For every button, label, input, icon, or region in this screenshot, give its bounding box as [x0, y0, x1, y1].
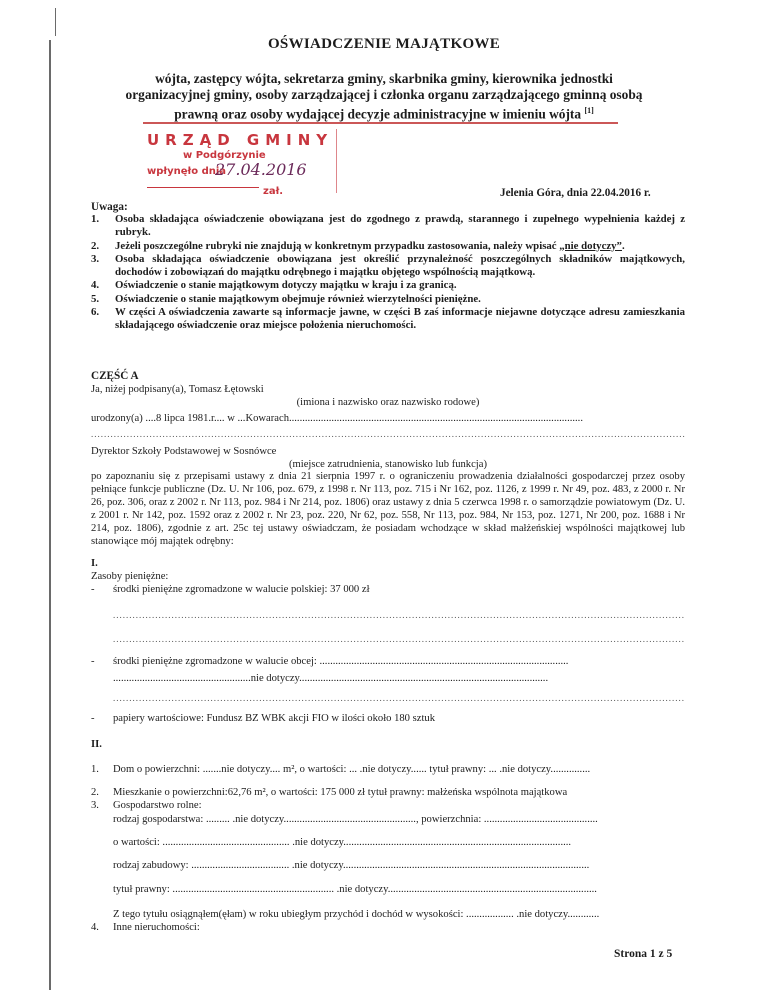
note-item	[91, 240, 685, 253]
employer-caption: (miejsce zatrudnienia, stanowisko lub funkcja)	[289, 459, 487, 470]
notes-heading: Uwaga:	[91, 201, 128, 213]
blank-line	[113, 634, 685, 645]
note-text: Oświadczenie o stanie majątkowym dotyczy majątku w kraju i za granicą.	[115, 279, 457, 292]
pln-funds: środki pieniężne zgromadzone w walucie polskiej: 37 000 zł	[113, 584, 370, 595]
blank-line	[113, 610, 685, 621]
foreign-funds: środki pieniężne zgromadzone w walucie obcej: ..............................................................................................	[113, 656, 569, 667]
margin-mark	[55, 8, 56, 36]
receipt-stamp	[139, 129, 337, 197]
stamp-office: URZĄD GMINY	[147, 131, 334, 149]
stamp-received: wpłynęło dnia	[147, 166, 227, 177]
handwritten-date: 27.04.2016	[215, 160, 307, 179]
section-1-number: I.	[91, 558, 98, 569]
note-not-applicable: „nie dotyczy”	[559, 239, 622, 252]
item-number: 1.	[91, 764, 99, 775]
note-item	[91, 253, 685, 280]
stamp-edge	[336, 129, 337, 193]
securities: papiery wartościowe: Fundusz BZ WBK akcji FIO w ilości około 180 sztuk	[113, 713, 435, 724]
other-property: Inne nieruchomości:	[113, 922, 200, 933]
stamp-location: w Podgórzynie	[183, 150, 266, 161]
footnote-ref: [1]	[584, 106, 594, 115]
note-text-end: .	[621, 239, 625, 252]
farm-type: rodzaj gospodarstwa: ......... .nie dotyczy.................................................., powierzchnia: ...........................................	[113, 814, 598, 825]
farm-heading: Gospodarstwo rolne:	[113, 800, 202, 811]
note-text: Osoba składająca oświadczenie obowiązana jest do zgodnego z prawdą, starannego i zupełnego wypełnienia każdej z rubryk.	[115, 213, 685, 239]
subtitle-line-1: wójta, zastępcy wójta, sekretarza gminy, skarbnika gminy, kierownika jednostki	[155, 71, 613, 86]
notes-list	[91, 213, 685, 333]
farm-value: o wartości: ................................................ .nie dotyczy......................................................................................	[113, 837, 572, 848]
note-number: 4.	[91, 279, 100, 292]
place-and-date: Jelenia Góra, dnia 22.04.2016 r.	[500, 187, 651, 199]
note-number: 6.	[91, 306, 100, 319]
farm-income: Z tego tytułu osiągnąłem(ęłam) w roku ubiegłym przychód i dochód w wysokości: .................. .nie dotyczy............	[113, 909, 600, 920]
stamp-top-rule	[143, 122, 618, 124]
item-number: 4.	[91, 922, 99, 933]
document-subtitle	[100, 71, 668, 122]
note-item	[91, 306, 685, 333]
section-1-heading: Zasoby pieniężne:	[91, 571, 169, 582]
list-dash: -	[91, 656, 95, 667]
note-item	[91, 213, 685, 240]
birth-line: urodzony(a) ....8 lipca 1981.r.... w ...Kowarach...............................................................................................................	[91, 413, 583, 424]
section-2-number: II.	[91, 739, 102, 750]
item-number: 2.	[91, 787, 99, 798]
note-text: Jeżeli poszczególne rubryki nie znajdują w konkretnym przypadku zastosowania, należy wpisać	[115, 239, 560, 252]
item-number: 3.	[91, 800, 99, 811]
foreign-funds-value: ....................................................nie dotyczy..............................................................................................	[113, 673, 549, 684]
subtitle-line-2: organizacyjnej gminy, osoby zarządzającej i członka organu zarządzającego gminną osobą	[125, 87, 643, 102]
statement-paragraph: po zapoznaniu się z przepisami ustawy z dnia 21 sierpnia 1997 r. o ograniczeniu prowadzenia działalności gospodarczej przez osoby pełniące funkcje publiczne (Dz. U. Nr 106, poz. 679, z 1998 r. Nr 113, poz. 715 i Nr 162, poz. 1126, z 1999 r. Nr 49, poz. 483, z 2000 r. Nr 26, poz. 306, oraz z 2002 r. Nr 113, poz. 984 i Nr 214, poz. 1806) oraz ustawy z dnia 5 czerwca 1998 r. o samorządzie powiatowym (Dz. U. z 2001 r. Nr 142, poz. 1592 oraz z 2002 r. Nr 23, poz. 220, Nr 62, poz. 558, Nr 113, poz. 984, Nr 153, poz. 1271, Nr 200, poz. 1688 i Nr 214, poz. 1806), zgodnie z art. 25c tej ustawy oświadczam, że posiadam wchodzące w skład małżeńskiej wspólności majątkowej lub stanowiące mój majątek odrębny:	[91, 471, 685, 547]
document-title: OŚWIADCZENIE MAJĄTKOWE	[267, 36, 501, 52]
note-number: 3.	[91, 252, 100, 265]
farm-title: tytuł prawny: ............................................................. .nie dotyczy...............................................................................	[113, 884, 597, 895]
stamp-rule	[147, 187, 259, 188]
apartment-line: Mieszkanie o powierzchni:62,76 m², o wartości: 175 000 zł tytuł prawny: małżeńska wspólnota majątkowa	[113, 787, 568, 798]
stamp-attachment: zał.	[263, 186, 284, 197]
note-text: Osoba składająca oświadczenie obowiązana jest określić przynależność poszczególnych składników majątkowych, dochodów i zobowiązań do majątku odrębnego i majątku objętego wspólnością majątkową.	[115, 252, 685, 279]
subtitle-line-3	[100, 103, 668, 122]
note-item	[91, 293, 685, 306]
part-a-heading: CZĘŚĆ A	[91, 370, 139, 382]
declarant-caption: (imiona i nazwisko oraz nazwisko rodowe)	[296, 397, 480, 408]
page-number: Strona 1 z 5	[614, 948, 673, 960]
note-number: 2.	[91, 239, 100, 252]
note-number: 5.	[91, 292, 100, 305]
note-text: W części A oświadczenia zawarte są informacje jawne, w części B zaś informacje niejawne dotyczące adresu zamieszkania składającego oświadczenie oraz miejsce położenia nieruchomości.	[115, 306, 685, 332]
note-text: Oświadczenie o stanie majątkowym obejmuje również wierzytelności pieniężne.	[115, 292, 481, 305]
declarant-line: Ja, niżej podpisany(a), Tomasz Łętowski	[91, 384, 264, 395]
note-item	[91, 279, 685, 292]
list-dash: -	[91, 713, 95, 724]
note-number: 1.	[91, 213, 100, 225]
employer-line: Dyrektor Szkoły Podstawowej w Sosnówce	[91, 446, 277, 457]
farm-buildings: rodzaj zabudowy: ..................................... .nie dotyczy.............................................................................................	[113, 860, 590, 871]
list-dash: -	[91, 584, 95, 595]
subtitle-line-3-text: prawną oraz osoby wydającej decyzje administracyjne w imieniu wójta	[174, 106, 582, 122]
house-line: Dom o powierzchni: .......nie dotyczy.... m², o wartości: ... .nie dotyczy...... tytuł prawny: ... .nie dotyczy...............	[113, 764, 591, 775]
binding-margin-line	[49, 40, 51, 990]
blank-line	[113, 693, 685, 704]
blank-line	[91, 429, 685, 440]
